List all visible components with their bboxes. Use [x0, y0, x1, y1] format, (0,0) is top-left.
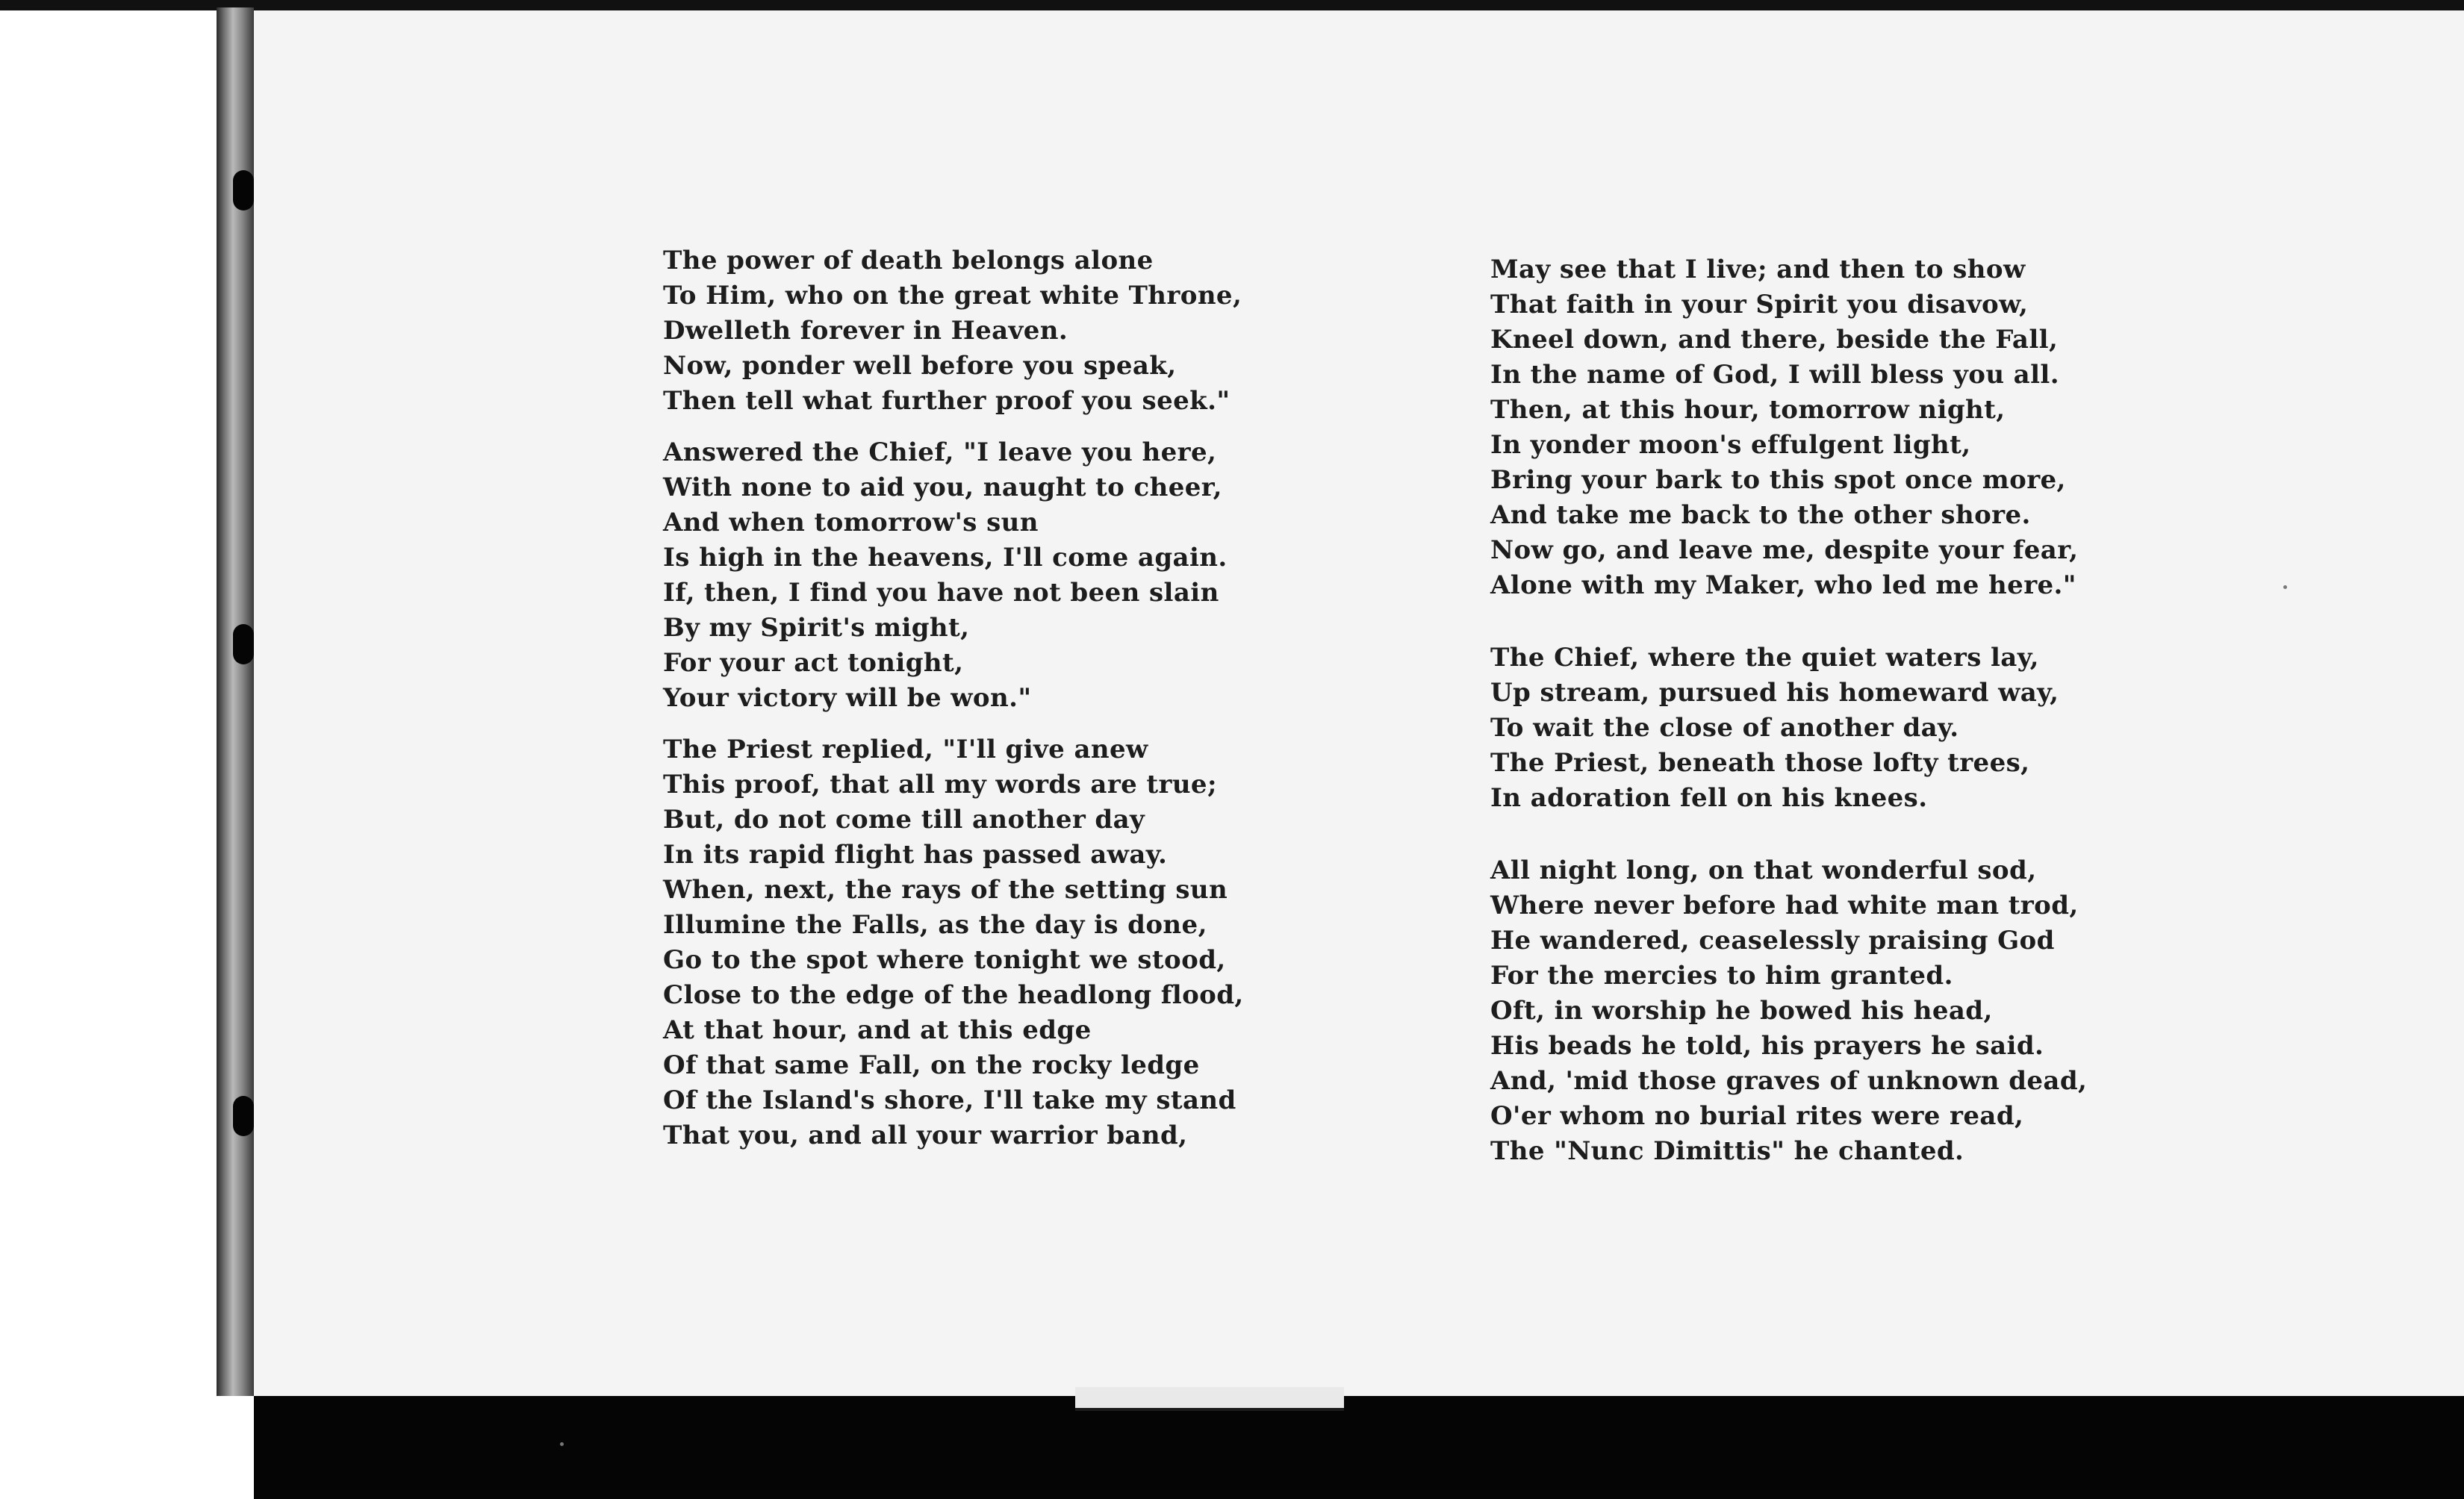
bottom-left-margin: [0, 1486, 254, 1499]
poem-line: For your act tonight,: [663, 648, 964, 678]
poem-stanza: [1490, 641, 2087, 816]
poem-line: He wandered, ceaselessly praising God: [1490, 926, 2055, 956]
poem-left-column: [663, 243, 1244, 1170]
poem-line: Now go, and leave me, despite your fear,: [1490, 535, 2079, 565]
poem-line: Answered the Chief, "I leave you here,: [663, 437, 1217, 467]
poem-line: And when tomorrow's sun: [663, 508, 1039, 537]
poem-line: In yonder moon's effulgent light,: [1490, 430, 1971, 460]
poem-line: Of the Island's shore, I'll take my stand: [663, 1085, 1236, 1115]
poem-line: Where never before had white man trod,: [1490, 891, 2079, 920]
poem-line: And take me back to the other shore.: [1490, 500, 2031, 530]
top-scan-border: [0, 0, 2464, 10]
poem-line: Bring your bark to this spot once more,: [1490, 465, 2066, 495]
bottom-scan-border: [254, 1396, 2464, 1499]
poem-line: May see that I live; and then to show: [1490, 255, 2026, 284]
poem-stanza: [1490, 252, 2087, 603]
poem-stanza: [1490, 853, 2087, 1169]
poem-line: When, next, the rays of the setting sun: [663, 875, 1228, 905]
printed-page: [254, 10, 2464, 1396]
poem-right-column: [1490, 252, 2087, 1185]
scan-speck: [560, 1442, 564, 1446]
poem-stanza: [663, 732, 1244, 1153]
poem-line: This proof, that all my words are true;: [663, 770, 1217, 800]
poem-line: If, then, I find you have not been slain: [663, 578, 1219, 608]
poem-line: The power of death belongs alone: [663, 246, 1154, 275]
scan-speck: [2283, 585, 2287, 589]
poem-line: In its rapid flight has passed away.: [663, 840, 1168, 870]
poem-line: That faith in your Spirit you disavow,: [1490, 290, 2029, 320]
poem-line: Of that same Fall, on the rocky ledge: [663, 1050, 1200, 1080]
poem-line: Illumine the Falls, as the day is done,: [663, 910, 1207, 940]
poem-line: For the mercies to him granted.: [1490, 961, 1953, 991]
poem-line: The Priest replied, "I'll give anew: [663, 735, 1148, 764]
poem-line: With none to aid you, naught to cheer,: [663, 473, 1222, 502]
poem-line: O'er whom no burial rites were read,: [1490, 1101, 2024, 1131]
poem-line: Oft, in worship he bowed his head,: [1490, 996, 1993, 1026]
book-binding-edge: [217, 7, 254, 1396]
poem-line: All night long, on that wonderful sod,: [1490, 856, 2037, 885]
poem-line: To wait the close of another day.: [1490, 713, 1959, 743]
poem-line: Close to the edge of the headlong flood,: [663, 980, 1244, 1010]
poem-line: Then, at this hour, tomorrow night,: [1490, 395, 2006, 425]
poem-line: Alone with my Maker, who led me here.": [1490, 570, 2076, 600]
poem-line: At that hour, and at this edge: [663, 1015, 1092, 1045]
left-blank-margin: [0, 10, 217, 1489]
poem-line: Your victory will be won.": [663, 683, 1032, 713]
poem-line: But, do not come till another day: [663, 805, 1145, 835]
poem-line: In the name of God, I will bless you all.: [1490, 360, 2059, 390]
poem-line: Then tell what further proof you seek.": [663, 386, 1231, 416]
poem-line: Is high in the heavens, I'll come again.: [663, 543, 1228, 573]
poem-stanza: [663, 435, 1244, 716]
poem-line: Go to the spot where tonight we stood,: [663, 945, 1226, 975]
poem-stanza: [663, 243, 1244, 419]
binding-hole: [233, 1096, 254, 1136]
poem-line: The Chief, where the quiet waters lay,: [1490, 643, 2039, 673]
binding-hole: [233, 170, 254, 211]
poem-line: The Priest, beneath those lofty trees,: [1490, 748, 2030, 778]
poem-line: By my Spirit's might,: [663, 613, 970, 643]
poem-line: That you, and all your warrior band,: [663, 1121, 1188, 1150]
poem-line: In adoration fell on his knees.: [1490, 783, 1928, 813]
poem-line: His beads he told, his prayers he said.: [1490, 1031, 2044, 1061]
poem-line: And, 'mid those graves of unknown dead,: [1490, 1066, 2088, 1096]
poem-line: To Him, who on the great white Throne,: [663, 281, 1242, 311]
poem-line: Kneel down, and there, beside the Fall,: [1490, 325, 2059, 355]
page-footer-fragment: [1075, 1387, 1344, 1411]
poem-line: Now, ponder well before you speak,: [663, 351, 1177, 381]
poem-line: Up stream, pursued his homeward way,: [1490, 678, 2059, 708]
poem-line: Dwelleth forever in Heaven.: [663, 316, 1068, 346]
binding-hole: [233, 624, 254, 664]
poem-line: The "Nunc Dimittis" he chanted.: [1490, 1136, 1964, 1166]
